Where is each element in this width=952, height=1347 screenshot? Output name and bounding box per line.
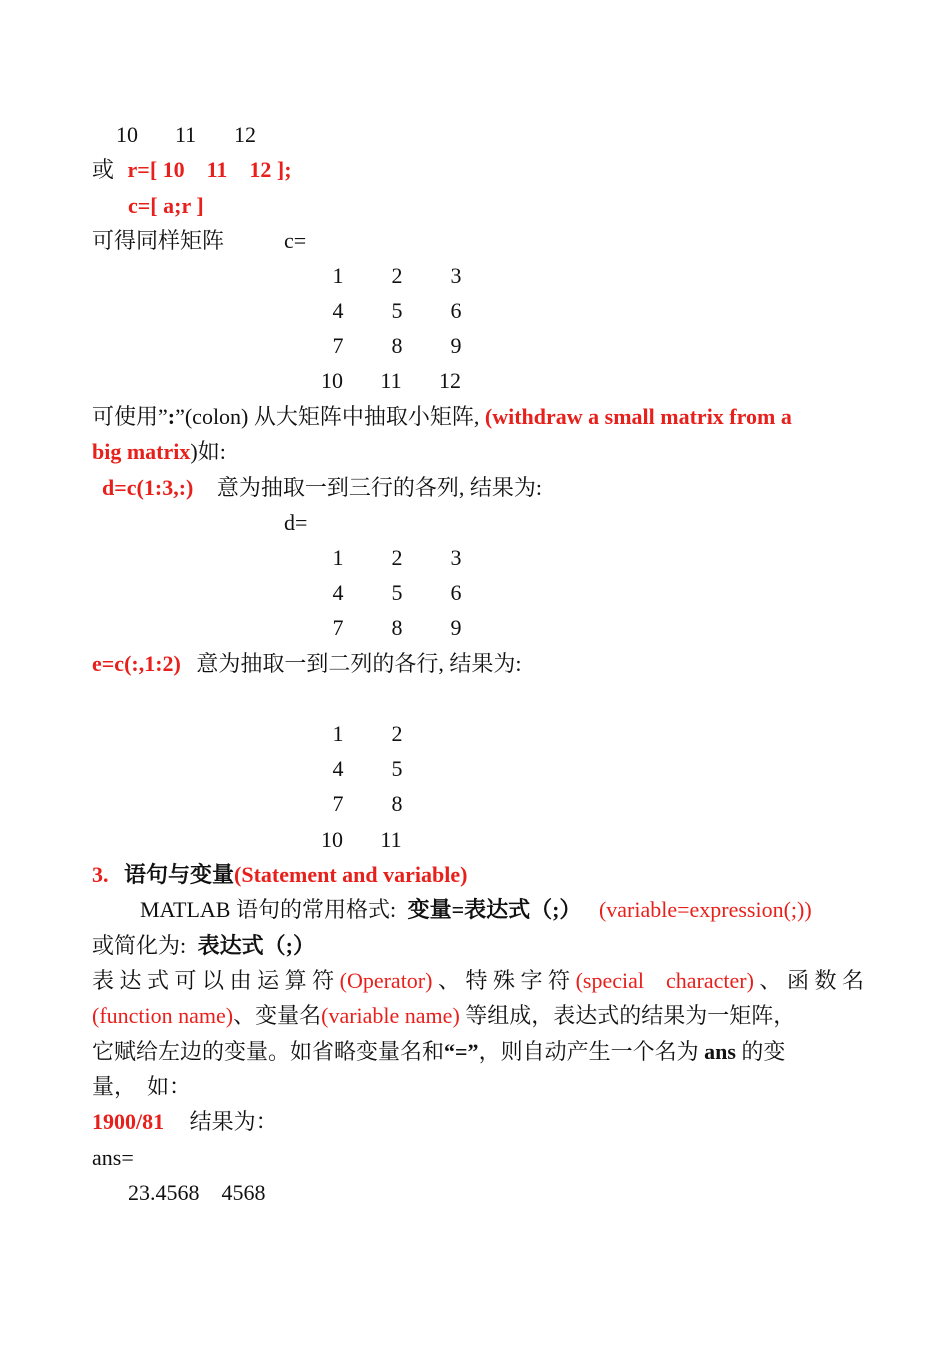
- ans-value: 23.4568 4568: [128, 1180, 266, 1205]
- colon-post: ”(colon) 从大矩阵中抽取小矩阵,: [175, 404, 480, 429]
- para-l1a: 表达式可以由运算符: [92, 968, 340, 993]
- para-l3a: 它赋给左边的变量。如省略变量名和: [92, 1039, 445, 1064]
- para-l3e: 的变: [741, 1039, 786, 1064]
- matrix-c-cell: 5: [391, 298, 403, 323]
- section-number: 3.: [92, 862, 109, 887]
- para-l3d: ans: [698, 1039, 742, 1064]
- code-e: e=c(:,1:2): [92, 651, 181, 676]
- para-l2a: (function name): [92, 1003, 234, 1028]
- matrix-c-cell: 3: [450, 263, 462, 288]
- matrix-d-cell: 7: [332, 615, 344, 640]
- para-l3b: “=”: [444, 1039, 479, 1064]
- matrix-c-cell: 1: [332, 263, 344, 288]
- top-row-11: 11: [175, 122, 197, 147]
- example-code: 1900/81: [92, 1109, 165, 1134]
- matrix-e-cell: 11: [380, 827, 402, 852]
- matrix-d-cell: 2: [391, 545, 403, 570]
- matrix-c-cell: 2: [391, 263, 403, 288]
- d-desc: 意为抽取一到三行的各列, 结果为:: [216, 475, 542, 500]
- same-matrix-line: [92, 227, 224, 255]
- top-row-10: 10: [116, 122, 138, 147]
- matrix-d-cell: 5: [391, 580, 403, 605]
- section-3-heading: [92, 861, 467, 889]
- matrix-d-cell: 6: [450, 580, 462, 605]
- para-l2d: 等组成，表达式的结果为一矩阵，: [459, 1003, 796, 1028]
- para-line-4: [92, 1073, 191, 1101]
- matrix-c-cell: 10: [321, 368, 343, 393]
- colon-en-2: big matrix: [92, 439, 191, 464]
- matrix-c-cell: 11: [380, 368, 402, 393]
- colon-para-line1: [92, 403, 792, 431]
- para-l2b: 、变量名: [233, 1003, 322, 1028]
- format-en: (variable=expression(;)): [598, 897, 812, 922]
- code-c: c=[ a;r ]: [128, 193, 204, 218]
- para-l4: 量， 如：: [92, 1074, 192, 1099]
- matrix-e-cell: 8: [391, 791, 403, 816]
- line-or: [92, 156, 292, 184]
- colon-tail: )如:: [190, 439, 226, 464]
- colon-symbol: :: [167, 404, 176, 429]
- example-text: 结果为：: [189, 1109, 278, 1134]
- matrix-c-cell: 7: [332, 333, 344, 358]
- matrix-e-cell: 4: [332, 756, 344, 781]
- format-line: [140, 896, 812, 924]
- para-l1c: 、特殊字符: [432, 968, 576, 993]
- matrix-c-cell: 9: [450, 333, 462, 358]
- matrix-e-cell: 7: [332, 791, 344, 816]
- matrix-d-cell: 8: [391, 615, 403, 640]
- matrix-c-cell: 12: [439, 368, 461, 393]
- colon-para-line2: [92, 438, 226, 466]
- format-bold: 变量=表达式（;）: [407, 897, 582, 922]
- d-line: [102, 474, 542, 502]
- code-r: r=[ 10 11 12 ];: [127, 157, 292, 182]
- simplified-bold: 表达式（;）: [197, 933, 315, 958]
- code-d: d=c(1:3,:): [102, 475, 194, 500]
- or-label: 或: [92, 157, 115, 182]
- c-var: c=: [284, 228, 307, 253]
- ans-var: ans=: [92, 1145, 134, 1170]
- para-l1b: (Operator): [339, 968, 433, 993]
- para-line-2: [92, 1002, 795, 1030]
- example-line: [92, 1108, 278, 1136]
- section-title-en: (Statement and variable): [234, 862, 468, 887]
- para-line-1: [92, 967, 864, 995]
- matrix-e-cell: 1: [332, 721, 344, 746]
- matrix-d-cell: 4: [332, 580, 344, 605]
- e-line: [92, 650, 522, 678]
- para-l3c: ，则自动产生一个名为: [478, 1039, 699, 1064]
- para-line-3: [92, 1038, 785, 1066]
- simplified-prefix: 或简化为:: [92, 933, 187, 958]
- colon-en-1: (withdraw a small matrix from a: [484, 404, 792, 429]
- para-l1d: (special character): [575, 968, 754, 993]
- same-matrix-text: 可得同样矩阵: [92, 228, 225, 253]
- simplified-line: [92, 932, 315, 960]
- section-title-cn: 语句与变量: [124, 862, 235, 887]
- matrix-d-cell: 1: [332, 545, 344, 570]
- matrix-d-cell: 9: [450, 615, 462, 640]
- matrix-e-cell: 5: [391, 756, 403, 781]
- matrix-c-cell: 8: [391, 333, 403, 358]
- matrix-d-cell: 3: [450, 545, 462, 570]
- e-desc: 意为抽取一到二列的各行, 结果为:: [196, 651, 522, 676]
- top-row-12: 12: [234, 122, 256, 147]
- format-prefix: MATLAB 语句的常用格式:: [140, 897, 397, 922]
- matrix-e-cell: 10: [321, 827, 343, 852]
- d-var: d=: [284, 510, 308, 535]
- colon-pre: 可使用”: [92, 404, 168, 429]
- matrix-c-cell: 6: [450, 298, 462, 323]
- matrix-c-cell: 4: [332, 298, 344, 323]
- matrix-e-cell: 2: [391, 721, 403, 746]
- para-l1e: 、函数名: [753, 968, 864, 993]
- para-l2c: (variable name): [321, 1003, 460, 1028]
